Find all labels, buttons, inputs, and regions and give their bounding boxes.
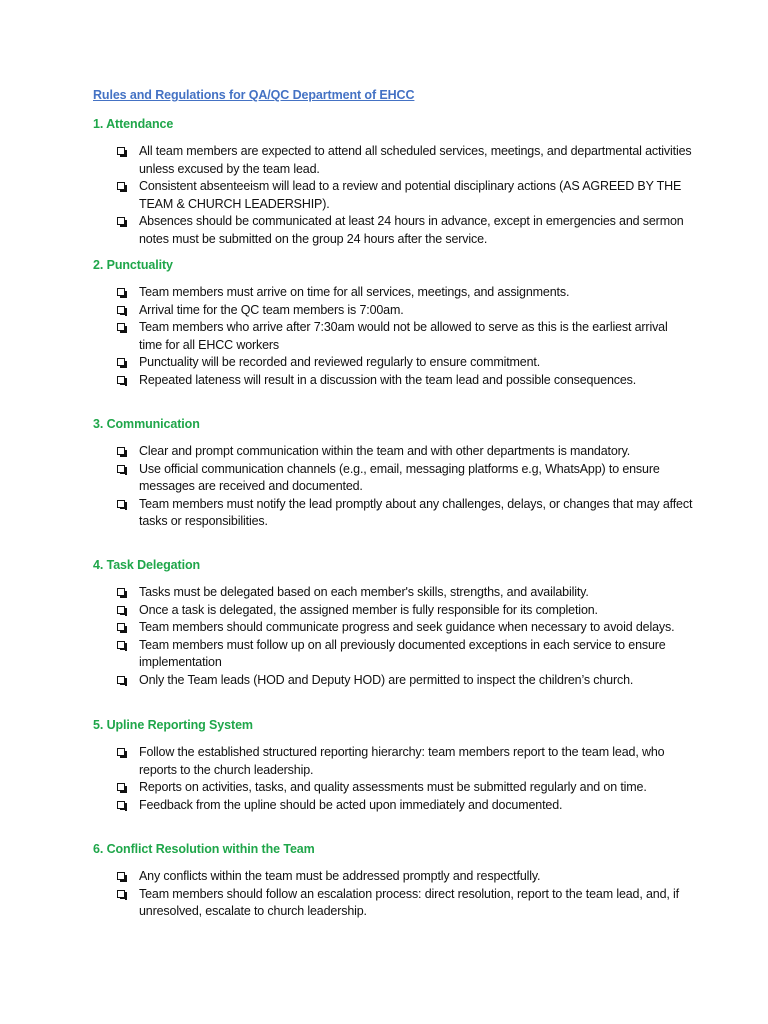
- list-item: Absences should be communicated at least 24 hours in advance, except in emergencies and sermon notes must be submitted on the group 24 hours after the service.: [93, 213, 693, 248]
- bullet-list: [93, 744, 693, 814]
- list-item: Any conflicts within the team must be addressed promptly and respectfully.: [93, 868, 693, 886]
- section-communication: [93, 416, 693, 531]
- section-heading: 2. Punctuality: [93, 258, 173, 272]
- list-item: Team members must notify the lead promptly about any challenges, delays, or changes that may affect tasks or responsibilities.: [93, 496, 693, 531]
- list-item: Follow the established structured reporting hierarchy: team members report to the team lead, who reports to the church leadership.: [93, 744, 693, 779]
- checkbox-bullet-icon: [117, 641, 125, 649]
- checkbox-bullet-icon: [117, 890, 125, 898]
- section-upline-reporting: [93, 717, 693, 814]
- list-item: Use official communication channels (e.g., email, messaging platforms e.g, WhatsApp) to ensure messages are received and documented.: [93, 461, 693, 496]
- checkbox-bullet-icon: [117, 588, 125, 596]
- list-item: Feedback from the upline should be acted upon immediately and documented.: [93, 797, 693, 815]
- checkbox-bullet-icon: [117, 676, 125, 684]
- checkbox-bullet-icon: [117, 801, 125, 809]
- bullet-list: [93, 868, 693, 921]
- checkbox-bullet-icon: [117, 623, 125, 631]
- checkbox-bullet-icon: [117, 358, 125, 366]
- list-item: Team members must arrive on time for all services, meetings, and assignments.: [93, 284, 693, 302]
- bullet-list: [93, 143, 693, 248]
- section-punctuality: [93, 257, 693, 389]
- checkbox-bullet-icon: [117, 872, 125, 880]
- checkbox-bullet-icon: [117, 288, 125, 296]
- list-item: Repeated lateness will result in a discussion with the team lead and possible consequences.: [93, 372, 693, 390]
- list-item: Reports on activities, tasks, and quality assessments must be submitted regularly and on time.: [93, 779, 693, 797]
- list-item: Only the Team leads (HOD and Deputy HOD) are permitted to inspect the children’s church.: [93, 672, 693, 690]
- bullet-list: [93, 584, 693, 689]
- list-item: Arrival time for the QC team members is 7:00am.: [93, 302, 693, 320]
- list-item: Consistent absenteeism will lead to a review and potential disciplinary actions (AS AGREED BY THE TEAM & CHURCH LEADERSHIP).: [93, 178, 693, 213]
- list-item: Punctuality will be recorded and reviewed regularly to ensure commitment.: [93, 354, 693, 372]
- list-item: Team members should communicate progress and seek guidance when necessary to avoid delays.: [93, 619, 693, 637]
- list-item: Clear and prompt communication within the team and with other departments is mandatory.: [93, 443, 693, 461]
- section-heading: 4. Task Delegation: [93, 558, 201, 572]
- checkbox-bullet-icon: [117, 182, 125, 190]
- section-task-delegation: [93, 557, 693, 689]
- section-heading: 1. Attendance: [93, 117, 174, 131]
- list-item: Team members must follow up on all previously documented exceptions in each service to ensure implementation: [93, 637, 693, 672]
- checkbox-bullet-icon: [117, 306, 125, 314]
- list-item: Team members who arrive after 7:30am would not be allowed to serve as this is the earliest arrival time for all EHCC workers: [93, 319, 693, 354]
- checkbox-bullet-icon: [117, 606, 125, 614]
- section-attendance: [93, 116, 693, 248]
- checkbox-bullet-icon: [117, 465, 125, 473]
- bullet-list: [93, 443, 693, 531]
- checkbox-bullet-icon: [117, 147, 125, 155]
- list-item: Tasks must be delegated based on each member's skills, strengths, and availability.: [93, 584, 693, 602]
- list-item: Once a task is delegated, the assigned member is fully responsible for its completion.: [93, 602, 693, 620]
- checkbox-bullet-icon: [117, 783, 125, 791]
- checkbox-bullet-icon: [117, 376, 125, 384]
- section-heading: 6. Conflict Resolution within the Team: [93, 842, 315, 856]
- checkbox-bullet-icon: [117, 500, 125, 508]
- document-title[interactable]: Rules and Regulations for QA/QC Department of EHCC: [93, 88, 415, 102]
- list-item: Team members should follow an escalation process: direct resolution, report to the team lead, and, if unresolved, escalate to church leadership.: [93, 886, 693, 921]
- section-heading: 3. Communication: [93, 417, 200, 431]
- checkbox-bullet-icon: [117, 323, 125, 331]
- checkbox-bullet-icon: [117, 447, 125, 455]
- checkbox-bullet-icon: [117, 217, 125, 225]
- section-heading: 5. Upline Reporting System: [93, 718, 253, 732]
- bullet-list: [93, 284, 693, 389]
- list-item: All team members are expected to attend all scheduled services, meetings, and departmental activities unless excused by the team lead.: [93, 143, 693, 178]
- checkbox-bullet-icon: [117, 748, 125, 756]
- section-conflict-resolution: [93, 841, 693, 921]
